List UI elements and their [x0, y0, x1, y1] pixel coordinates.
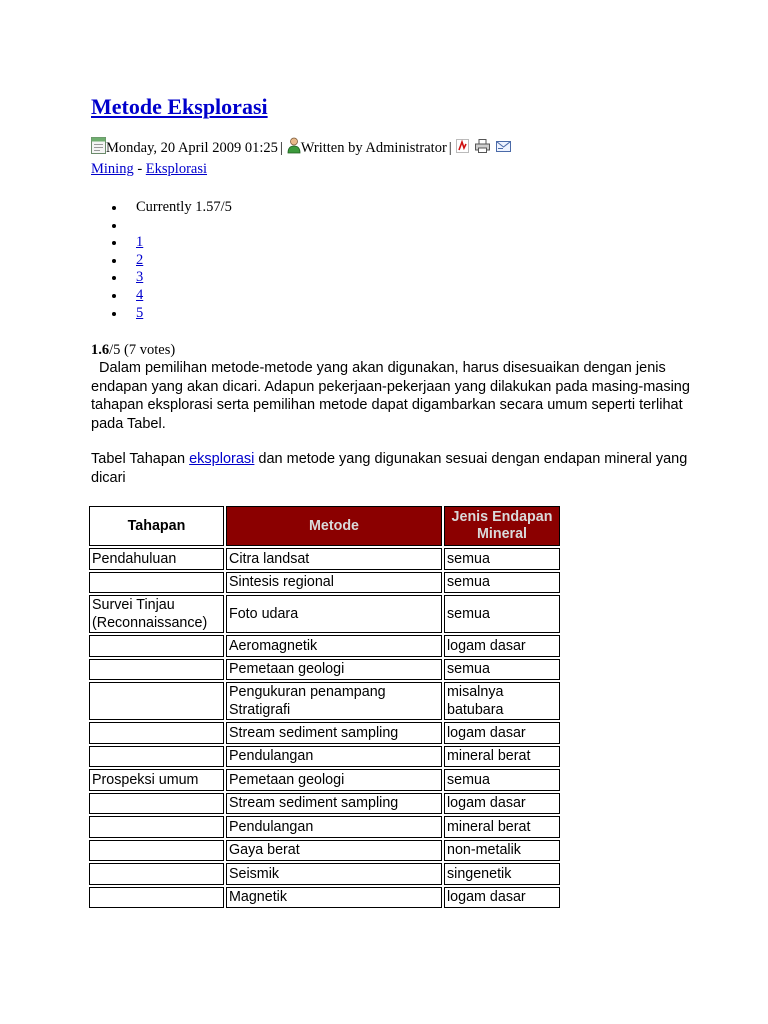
rating-empty-item — [91, 217, 232, 235]
cell-metode: Gaya berat — [226, 840, 442, 862]
cell-metode: Stream sediment sampling — [226, 793, 442, 815]
cell-metode: Stream sediment sampling — [226, 722, 442, 744]
cell-metode: Foto udara — [226, 595, 442, 633]
pdf-icon[interactable] — [456, 139, 469, 158]
cell-metode: Magnetik — [226, 887, 442, 909]
rating-score-votes: /5 (7 votes) — [109, 342, 176, 358]
table-row — [89, 816, 560, 838]
article-date: Monday, 20 April 2009 01:25 — [106, 139, 278, 156]
cell-tahapan — [89, 840, 224, 862]
cell-metode: Pendulangan — [226, 816, 442, 838]
cell-jenis: semua — [444, 769, 560, 791]
print-icon[interactable] — [475, 139, 490, 158]
rating-list — [91, 199, 232, 322]
article-title-link[interactable]: Metode Eksplorasi — [91, 94, 268, 119]
article-meta — [91, 138, 511, 158]
cell-tahapan — [89, 746, 224, 768]
cell-metode: Pemetaan geologi — [226, 659, 442, 681]
table-row — [89, 572, 560, 594]
cell-jenis: logam dasar — [444, 635, 560, 657]
cell-jenis: singenetik — [444, 863, 560, 885]
calendar-icon — [91, 137, 106, 159]
cell-metode: Pendulangan — [226, 746, 442, 768]
cell-tahapan — [89, 722, 224, 744]
table-row — [89, 682, 560, 720]
table-row — [89, 548, 560, 570]
cell-metode: Pemetaan geologi — [226, 769, 442, 791]
cell-jenis: logam dasar — [444, 722, 560, 744]
rating-star-3 — [91, 269, 232, 287]
cell-tahapan — [89, 682, 224, 720]
exploration-methods-table — [87, 504, 562, 910]
rate-4-link[interactable]: 4 — [136, 286, 144, 303]
cell-jenis: mineral berat — [444, 746, 560, 768]
cell-tahapan — [89, 793, 224, 815]
table-row — [89, 635, 560, 657]
breadcrumb — [91, 161, 207, 178]
cell-tahapan — [89, 659, 224, 681]
user-icon — [287, 137, 301, 159]
cell-jenis: logam dasar — [444, 793, 560, 815]
rating-score — [91, 342, 175, 359]
rate-5-link[interactable]: 5 — [136, 304, 144, 321]
cell-metode: Seismik — [226, 863, 442, 885]
cell-jenis: misalnya batubara — [444, 682, 560, 720]
meta-separator-2: | — [448, 139, 452, 156]
table-row — [89, 769, 560, 791]
cell-metode: Sintesis regional — [226, 572, 442, 594]
rating-current-text: Currently 1.57/5 — [136, 199, 232, 215]
cell-tahapan — [89, 863, 224, 885]
caption-link-eksplorasi[interactable]: eksplorasi — [189, 451, 255, 467]
table-row — [89, 659, 560, 681]
table-row — [89, 840, 560, 862]
cell-metode: Citra landsat — [226, 548, 442, 570]
table-caption — [91, 450, 691, 487]
cell-tahapan — [89, 816, 224, 838]
article-author: Written by Administrator — [300, 139, 447, 156]
cell-tahapan: Pendahuluan — [89, 548, 224, 570]
table-header-row — [89, 506, 560, 546]
cell-tahapan — [89, 887, 224, 909]
cell-jenis: logam dasar — [444, 887, 560, 909]
cell-jenis: non-metalik — [444, 840, 560, 862]
table-row — [89, 863, 560, 885]
header-jenis-endapan: Jenis Endapan Mineral — [444, 506, 560, 546]
table-row — [89, 887, 560, 909]
rate-1-link[interactable]: 1 — [136, 234, 144, 251]
table-row — [89, 793, 560, 815]
cell-tahapan: Prospeksi umum — [89, 769, 224, 791]
breadcrumb-dash: - — [137, 161, 143, 177]
rating-score-value: 1.6 — [91, 342, 110, 358]
rating-star-4 — [91, 287, 232, 305]
header-tahapan: Tahapan — [89, 506, 224, 546]
header-metode: Metode — [226, 506, 442, 546]
cell-jenis: semua — [444, 595, 560, 633]
intro-paragraph: Dalam pemilihan metode-metode yang akan digunakan, harus disesuaikan dengan jenis endapan yang akan dicari. Adapun pekerjaan-pekerjaan yang dilakukan pada masing-masing tahapan eksplorasi serta pemilihan metode dapat digambarkan secara umum seperti terlihat pada Tabel. — [91, 360, 690, 432]
table-row — [89, 746, 560, 768]
cell-jenis: mineral berat — [444, 816, 560, 838]
cell-tahapan — [89, 572, 224, 594]
table-row — [89, 722, 560, 744]
cell-metode: Aeromagnetik — [226, 635, 442, 657]
cell-jenis: semua — [444, 548, 560, 570]
rating-star-5 — [91, 305, 232, 323]
caption-text-after: dan metode yang digunakan sesuai dengan endapan mineral yang dicari — [91, 451, 688, 486]
cell-tahapan: Survei Tinjau (Reconnaissance) — [89, 595, 224, 633]
rating-star-1 — [91, 234, 232, 252]
section-link-mining[interactable]: Mining — [91, 161, 134, 177]
rate-3-link[interactable]: 3 — [136, 269, 144, 286]
rating-current — [91, 199, 232, 217]
category-link-eksplorasi[interactable]: Eksplorasi — [145, 161, 208, 177]
cell-tahapan — [89, 635, 224, 657]
rate-2-link[interactable]: 2 — [136, 251, 144, 268]
caption-text-before: Tabel Tahapan — [91, 451, 190, 467]
cell-metode: Pengukuran penampang Stratigrafi — [226, 682, 442, 720]
email-icon[interactable] — [496, 140, 511, 157]
rating-star-2 — [91, 252, 232, 270]
cell-jenis: semua — [444, 659, 560, 681]
meta-separator: | — [279, 139, 283, 156]
cell-jenis: semua — [444, 572, 560, 594]
table-row — [89, 595, 560, 633]
